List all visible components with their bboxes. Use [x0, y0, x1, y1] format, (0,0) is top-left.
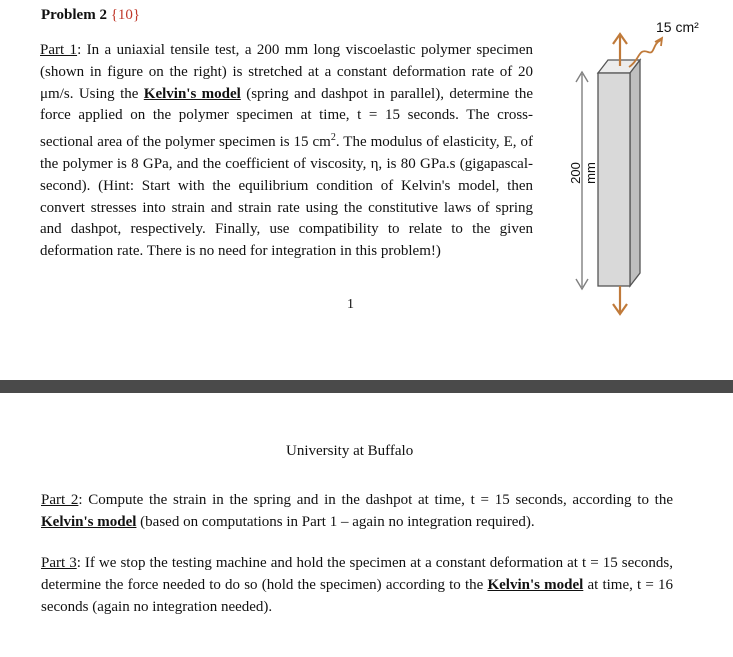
part3-text-b: at time, t = 16 seconds (again no integration needed).	[41, 576, 673, 615]
page-divider	[0, 380, 733, 393]
specimen-side-face	[630, 60, 640, 286]
part3-label: Part 3	[41, 555, 77, 571]
part2-model-name: Kelvin's model	[41, 513, 137, 530]
part1-text-b: (spring and dashpot in parallel), determine the force applied on the polymer specimen at time, t = 15 seconds. The cross-sectional area of the polymer specimen is 15 cm	[40, 85, 534, 151]
part1-model-name: Kelvin's model	[143, 85, 241, 102]
specimen-front-face	[598, 73, 630, 286]
part3-text-a: : If we stop the testing machine and hold the specimen at a constant deformation at t = 15 seconds, determine the force needed to do so (hold the specimen) according to the	[41, 555, 673, 593]
footer-university: University at Buffalo	[286, 443, 414, 459]
part2-text-b: (based on computations in Part 1 – again no integration required).	[136, 513, 535, 530]
part3-model-name: Kelvin's model	[487, 576, 584, 593]
part1-text-a: : In a uniaxial tensile test, a 200 mm long viscoelastic polymer specimen (shown in figure on the right) is stretched at a constant deformation rate of 20 μm/s. Using the	[40, 42, 533, 102]
area-leader-line	[629, 40, 661, 67]
length-label: 200 mm	[568, 162, 598, 184]
page-number: 1	[347, 297, 354, 312]
area-label: 15 cm²	[656, 19, 699, 35]
part2-paragraph	[41, 490, 673, 534]
part1-label: Part 1	[40, 42, 78, 58]
problem-label: Problem 2	[41, 7, 107, 23]
part2-label: Part 2	[41, 492, 79, 508]
problem-points: {10}	[110, 7, 141, 23]
part3-paragraph	[41, 553, 673, 618]
part1-superscript: 2	[330, 132, 336, 144]
part1-text-c: . The modulus of elasticity, E, of the polymer is 8 GPa, and the coefficient of viscosity, η, is 80 GPa.s (gigapascal-second). (Hint: Start with the equilibrium condition of Kelvin's model, then convert stresses into strain and strain rate using the constitutive laws of spring and dashpot, respectively. Finally, use compatibility to relate to the given deformation rate. There is no need for integration in this problem!)	[40, 134, 533, 260]
part2-text-a: : Compute the strain in the spring and in the dashpot at time, t = 15 seconds, according to the	[78, 492, 673, 508]
